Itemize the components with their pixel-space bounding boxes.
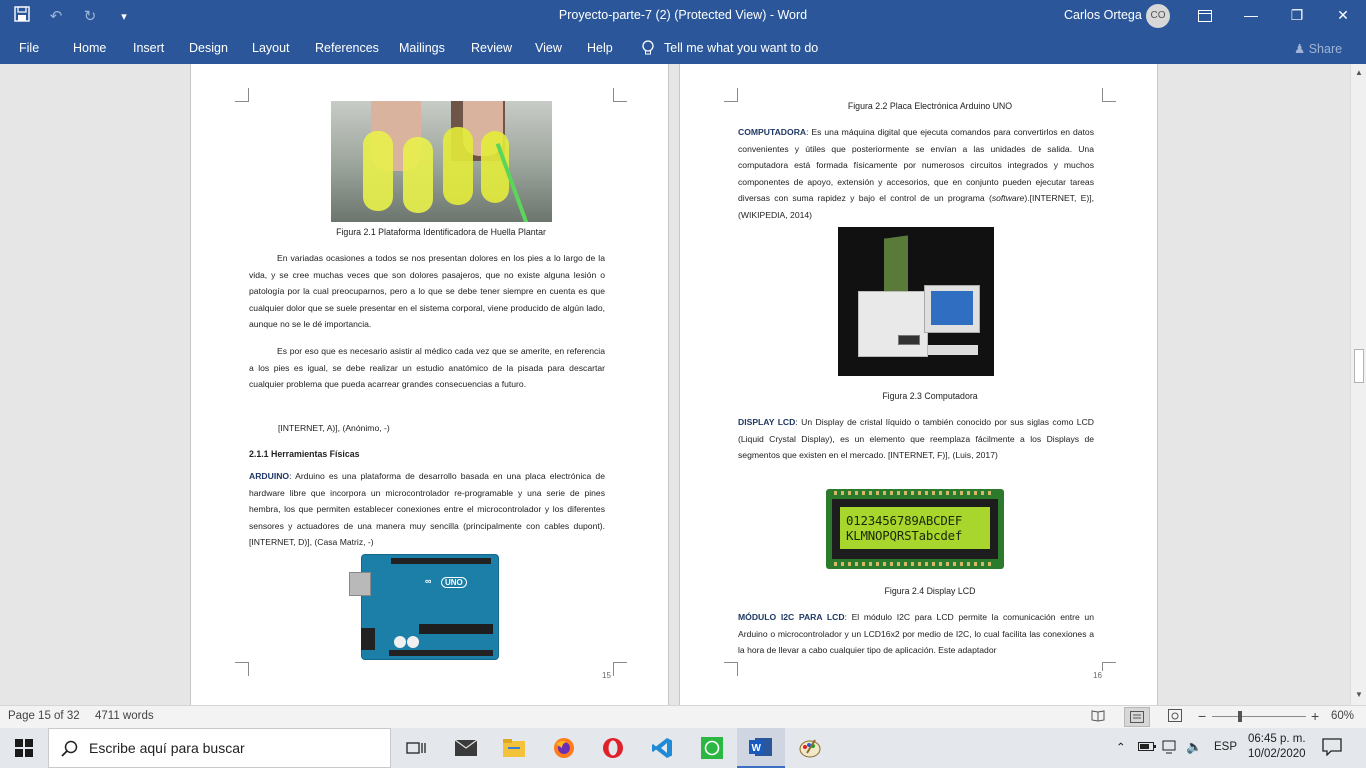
paragraph-display-lcd bbox=[738, 414, 1094, 464]
word-count[interactable]: 4711 words bbox=[95, 710, 154, 722]
figure-2-3-caption: Figura 2.3 Computadora bbox=[882, 391, 978, 401]
figure-2-2-caption: Figura 2.2 Placa Electrónica Arduino UNO bbox=[847, 101, 1013, 111]
computadora-definition-a: : Es una máquina digital que ejecuta comandos para convertirlos en datos convenientes y útiles que posteriormente se envían a las unidades de salida. Una computadora está formada físicamente por numerosos circuitos integrados y muchos componentes de apoyo, extensión y accesorios, que en conjunto pueden ejecutar tareas diversas con suma rapidez y bajo el control de un programa ( bbox=[738, 127, 1094, 204]
arduino-uno-logo: UNO bbox=[441, 577, 467, 588]
person-icon: ♟ bbox=[1294, 42, 1306, 56]
share-label: Share bbox=[1308, 42, 1343, 56]
page-16[interactable] bbox=[679, 64, 1158, 705]
clock-date: 10/02/2020 bbox=[1248, 748, 1306, 760]
restore-icon[interactable]: ❐ bbox=[1290, 7, 1304, 23]
network-icon[interactable] bbox=[1162, 740, 1180, 757]
page-indicator[interactable]: Page 15 of 32 bbox=[8, 710, 80, 722]
print-layout-icon[interactable] bbox=[1124, 707, 1150, 727]
battery-icon[interactable] bbox=[1138, 740, 1156, 755]
opera-icon[interactable] bbox=[589, 728, 637, 768]
quick-access-toolbar bbox=[12, 6, 134, 26]
file-explorer-icon[interactable] bbox=[490, 728, 538, 768]
scroll-down-icon[interactable]: ▼ bbox=[1355, 690, 1363, 699]
page-number: 15 bbox=[602, 671, 611, 680]
tab-mailings[interactable]: Mailings bbox=[399, 41, 445, 55]
user-name[interactable]: Carlos Ortega bbox=[1064, 8, 1142, 22]
title-bar bbox=[0, 0, 1366, 32]
task-view-icon[interactable] bbox=[392, 728, 440, 768]
firefox-icon[interactable] bbox=[540, 728, 588, 768]
zoom-level[interactable]: 60% bbox=[1331, 710, 1355, 722]
tell-me-box[interactable] bbox=[642, 40, 818, 56]
zoom-slider[interactable] bbox=[1212, 716, 1306, 717]
start-button[interactable] bbox=[0, 728, 48, 768]
crop-mark bbox=[724, 662, 738, 676]
tab-design[interactable]: Design bbox=[189, 41, 228, 55]
crop-mark bbox=[613, 662, 627, 676]
section-heading: 2.1.1 Herramientas Físicas bbox=[249, 449, 360, 459]
scrollbar-thumb[interactable] bbox=[1354, 349, 1364, 383]
scroll-up-icon[interactable]: ▲ bbox=[1355, 68, 1363, 77]
search-placeholder: Escribe aquí para buscar bbox=[89, 740, 245, 756]
tab-references[interactable]: References bbox=[315, 41, 379, 55]
document-area[interactable] bbox=[0, 64, 1350, 705]
term-modulo-i2c: MÓDULO I2C PARA LCD bbox=[738, 612, 845, 622]
paragraph-medico: Es por eso que es necesario asistir al médico cada vez que se amerite, en referencia a los pies es igual, se debe realizar un estudio anatómico de la pisada para descartar cualquier problema que pueda acarrear grandes consecuencias a futuro. bbox=[249, 346, 605, 390]
show-hidden-icons[interactable]: ⌃ bbox=[1116, 742, 1126, 754]
paragraph-computadora bbox=[738, 124, 1094, 224]
paint-icon[interactable] bbox=[786, 728, 834, 768]
tab-help[interactable]: Help bbox=[587, 41, 613, 55]
taskbar-search[interactable] bbox=[48, 728, 391, 768]
status-bar bbox=[0, 705, 1366, 728]
tab-layout[interactable]: Layout bbox=[252, 41, 290, 55]
lcd-display-image bbox=[826, 489, 1004, 569]
search-icon bbox=[61, 740, 79, 758]
svg-text:W: W bbox=[751, 743, 761, 754]
lcd-line-2: KLMNOPQRSTabcdef bbox=[846, 528, 963, 543]
vscode-icon[interactable] bbox=[638, 728, 686, 768]
tab-insert[interactable]: Insert bbox=[133, 41, 165, 55]
term-arduino: ARDUINO bbox=[249, 471, 290, 481]
ribbon-tabs bbox=[0, 32, 1366, 64]
crop-mark bbox=[1102, 88, 1116, 102]
tab-view[interactable]: View bbox=[535, 41, 562, 55]
web-layout-icon[interactable] bbox=[1168, 709, 1182, 725]
reference-internet-a: [INTERNET, A)], (Anónimo, -) bbox=[278, 423, 390, 433]
computadora-definition-b: ).[INTERNET, E)], (WIKIPEDIA, 2014) bbox=[738, 193, 1095, 220]
figure-2-1-caption: Figura 2.1 Plataforma Identificadora de Huella Plantar bbox=[336, 227, 546, 237]
whatsapp-icon[interactable] bbox=[688, 728, 736, 768]
paragraph-arduino bbox=[249, 468, 605, 551]
ribbon-display-options-icon[interactable] bbox=[1182, 0, 1228, 32]
tell-me-label: Tell me what you want to do bbox=[664, 41, 819, 55]
crop-mark bbox=[235, 88, 249, 102]
paragraph-dolores: En variadas ocasiones a todos se nos presentan dolores en los pies a lo largo de la vida, y se cree muchas veces que son dolores pasajeros, que no existe alguna lesión o patología por la cual preocuparnos, pero a lo que se debe tener siempre en cuenta es que cualquier dolor que se suele presentar en el sistema corporal, viene producido de algún lado, aunque no se le dé importancia. bbox=[249, 253, 605, 330]
share-button[interactable] bbox=[1294, 41, 1342, 56]
page-15[interactable] bbox=[190, 64, 669, 705]
tab-home[interactable]: Home bbox=[73, 41, 107, 55]
avatar[interactable]: CO bbox=[1146, 4, 1170, 28]
redo-icon[interactable]: ↻ bbox=[83, 8, 97, 25]
save-icon[interactable] bbox=[12, 6, 32, 26]
footprint-platform-image bbox=[331, 101, 552, 222]
computer-image bbox=[838, 227, 994, 376]
arduino-board-image bbox=[349, 554, 499, 662]
windows-logo-icon bbox=[15, 739, 33, 757]
page-number: 16 bbox=[1093, 671, 1102, 680]
lightbulb-icon bbox=[642, 40, 654, 56]
zoom-slider-thumb[interactable] bbox=[1238, 711, 1242, 722]
lcd-line-1: 0123456789ABCDEF bbox=[846, 513, 963, 528]
tab-file[interactable]: File bbox=[19, 41, 40, 55]
read-mode-icon[interactable] bbox=[1091, 709, 1105, 725]
volume-icon[interactable]: 🔈 bbox=[1186, 739, 1203, 754]
figure-2-4-caption: Figura 2.4 Display LCD bbox=[884, 586, 976, 596]
crop-mark bbox=[1102, 662, 1116, 676]
windows-taskbar bbox=[0, 728, 1366, 768]
crop-mark bbox=[235, 662, 249, 676]
clock[interactable] bbox=[1248, 732, 1306, 762]
arduino-definition: : Arduino es una plataforma de desarrollo basada en una placa electrónica de hardware libre que incorpora un microcontrolador re-programable y una serie de pines hembra, los que permiten establecer conexiones entre el microcontrolador y los diferentes sensores y actuadores de una manera muy sencilla (principalmente con cables dupont). [INTERNET, D)], (Casa Matriz, -) bbox=[249, 471, 605, 548]
modulo-i2c-definition: : El módulo I2C para LCD permite la comunicación entre un Arduino o microcontrolador y un LCD16x2 por medio de I2C, lo cual facilita las conexiones a la hora de llevar a cabo cualquier tipo de aplicación. Este adaptador bbox=[738, 612, 1094, 656]
term-computadora: COMPUTADORA bbox=[738, 127, 807, 137]
arduino-infinity-logo: ∞ bbox=[425, 576, 432, 586]
language-indicator[interactable]: ESP bbox=[1214, 741, 1238, 753]
word-icon[interactable] bbox=[737, 728, 785, 768]
clock-time: 06:45 p. m. bbox=[1248, 733, 1306, 745]
document-title: Proyecto-parte-7 (2) (Protected View) - Word bbox=[558, 8, 808, 22]
undo-icon[interactable]: ↶ bbox=[49, 8, 63, 25]
display-lcd-definition: : Un Display de cristal líquido o también conocido por sus siglas como LCD (Liquid Crystal Display), es un elemento que reemplaza fácilmente a los Displays de segmentos que existen en el mercado. [INTERNET, F)], (Luis, 2017) bbox=[738, 417, 1094, 461]
zoom-out-icon[interactable]: − bbox=[1198, 708, 1207, 724]
term-display-lcd: DISPLAY LCD bbox=[738, 417, 796, 427]
vertical-scrollbar[interactable] bbox=[1350, 64, 1366, 705]
customize-qat-icon[interactable]: ▾ bbox=[121, 10, 127, 23]
minimize-icon[interactable]: — bbox=[1244, 7, 1258, 23]
mail-icon[interactable] bbox=[442, 728, 490, 768]
notifications-icon[interactable] bbox=[1322, 738, 1342, 759]
paragraph-modulo-i2c bbox=[738, 609, 1094, 659]
close-icon[interactable]: ✕ bbox=[1337, 7, 1349, 23]
zoom-in-icon[interactable]: + bbox=[1311, 708, 1320, 724]
crop-mark bbox=[724, 88, 738, 102]
crop-mark bbox=[613, 88, 627, 102]
tab-review[interactable]: Review bbox=[471, 41, 512, 55]
computadora-software: software bbox=[991, 193, 1025, 204]
